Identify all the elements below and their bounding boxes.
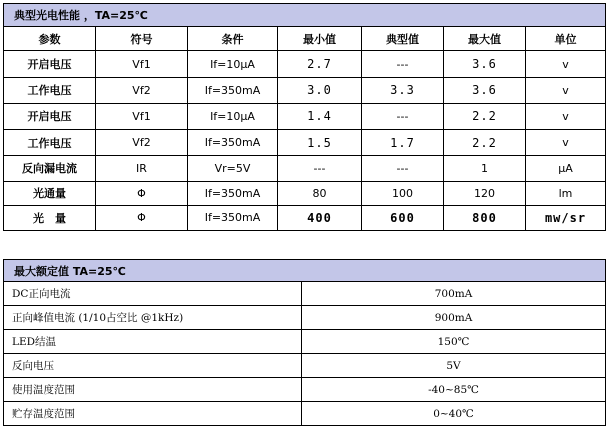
param-cell: 工作电压 <box>4 130 96 156</box>
symbol-cell: Vf2 <box>96 77 188 103</box>
typical-performance-table <box>3 3 606 231</box>
max-cell: 2.2 <box>444 103 526 129</box>
symbol-cell: Vf2 <box>96 130 188 156</box>
rating-label: DC正向电流 <box>4 282 302 306</box>
table-row <box>4 306 606 330</box>
typ-cell: 3.3 <box>362 77 444 103</box>
typ-cell: --- <box>362 156 444 181</box>
condition-cell: If=350mA <box>188 77 278 103</box>
table-row <box>4 282 606 306</box>
table-row <box>4 181 606 205</box>
typ-cell: 600 <box>362 205 444 230</box>
param-cell: 光 量 <box>4 205 96 230</box>
max-cell: 2.2 <box>444 130 526 156</box>
min-cell: 400 <box>278 205 362 230</box>
param-cell: 反向漏电流 <box>4 156 96 181</box>
max-cell: 3.6 <box>444 51 526 77</box>
min-cell: 3.0 <box>278 77 362 103</box>
table-row <box>4 378 606 402</box>
max-cell: 1 <box>444 156 526 181</box>
header-min: 最小值 <box>278 27 362 51</box>
min-cell: --- <box>278 156 362 181</box>
table-row <box>4 402 606 426</box>
rating-label: LED结温 <box>4 330 302 354</box>
param-cell: 开启电压 <box>4 103 96 129</box>
max-ratings-table <box>3 259 606 426</box>
typ-cell: --- <box>362 51 444 77</box>
condition-cell: If=350mA <box>188 130 278 156</box>
max-cell: 800 <box>444 205 526 230</box>
typ-cell: --- <box>362 103 444 129</box>
symbol-cell: Vf1 <box>96 103 188 129</box>
unit-cell: v <box>526 51 606 77</box>
symbol-cell: Vf1 <box>96 51 188 77</box>
table-title: 最大额定值 TA=25℃ <box>4 260 606 282</box>
unit-cell: v <box>526 130 606 156</box>
table-row <box>4 130 606 156</box>
min-cell: 2.7 <box>278 51 362 77</box>
table-row <box>4 156 606 181</box>
unit-cell: lm <box>526 181 606 205</box>
max-cell: 3.6 <box>444 77 526 103</box>
condition-cell: If=350mA <box>188 205 278 230</box>
table-row <box>4 51 606 77</box>
table-row <box>4 330 606 354</box>
condition-cell: Vr=5V <box>188 156 278 181</box>
header-max: 最大值 <box>444 27 526 51</box>
header-unit: 单位 <box>526 27 606 51</box>
condition-cell: If=10μA <box>188 51 278 77</box>
param-cell: 开启电压 <box>4 51 96 77</box>
param-cell: 工作电压 <box>4 77 96 103</box>
header-symbol: 符号 <box>96 27 188 51</box>
min-cell: 1.5 <box>278 130 362 156</box>
unit-cell: v <box>526 77 606 103</box>
rating-value: 5V <box>302 354 606 378</box>
min-cell: 80 <box>278 181 362 205</box>
max-cell: 120 <box>444 181 526 205</box>
table-row <box>4 77 606 103</box>
unit-cell: v <box>526 103 606 129</box>
table-row <box>4 103 606 129</box>
table-row <box>4 354 606 378</box>
rating-value: 700mA <box>302 282 606 306</box>
table-row <box>4 205 606 230</box>
rating-label: 反向电压 <box>4 354 302 378</box>
typ-cell: 100 <box>362 181 444 205</box>
header-typ: 典型值 <box>362 27 444 51</box>
param-cell: 光通量 <box>4 181 96 205</box>
rating-label: 贮存温度范围 <box>4 402 302 426</box>
symbol-cell: Φ <box>96 181 188 205</box>
rating-value: 0~40℃ <box>302 402 606 426</box>
rating-value: -40~85℃ <box>302 378 606 402</box>
header-condition: 条件 <box>188 27 278 51</box>
unit-cell: mw/sr <box>526 205 606 230</box>
symbol-cell: IR <box>96 156 188 181</box>
condition-cell: If=350mA <box>188 181 278 205</box>
condition-cell: If=10μA <box>188 103 278 129</box>
symbol-cell: Φ <box>96 205 188 230</box>
rating-label: 使用温度范围 <box>4 378 302 402</box>
table-title: 典型光电性能 ，TA=25℃ <box>4 4 606 27</box>
min-cell: 1.4 <box>278 103 362 129</box>
header-param: 参数 <box>4 27 96 51</box>
rating-value: 900mA <box>302 306 606 330</box>
typ-cell: 1.7 <box>362 130 444 156</box>
rating-label: 正向峰值电流 (1/10占空比 @1kHz) <box>4 306 302 330</box>
unit-cell: μA <box>526 156 606 181</box>
rating-value: 150℃ <box>302 330 606 354</box>
